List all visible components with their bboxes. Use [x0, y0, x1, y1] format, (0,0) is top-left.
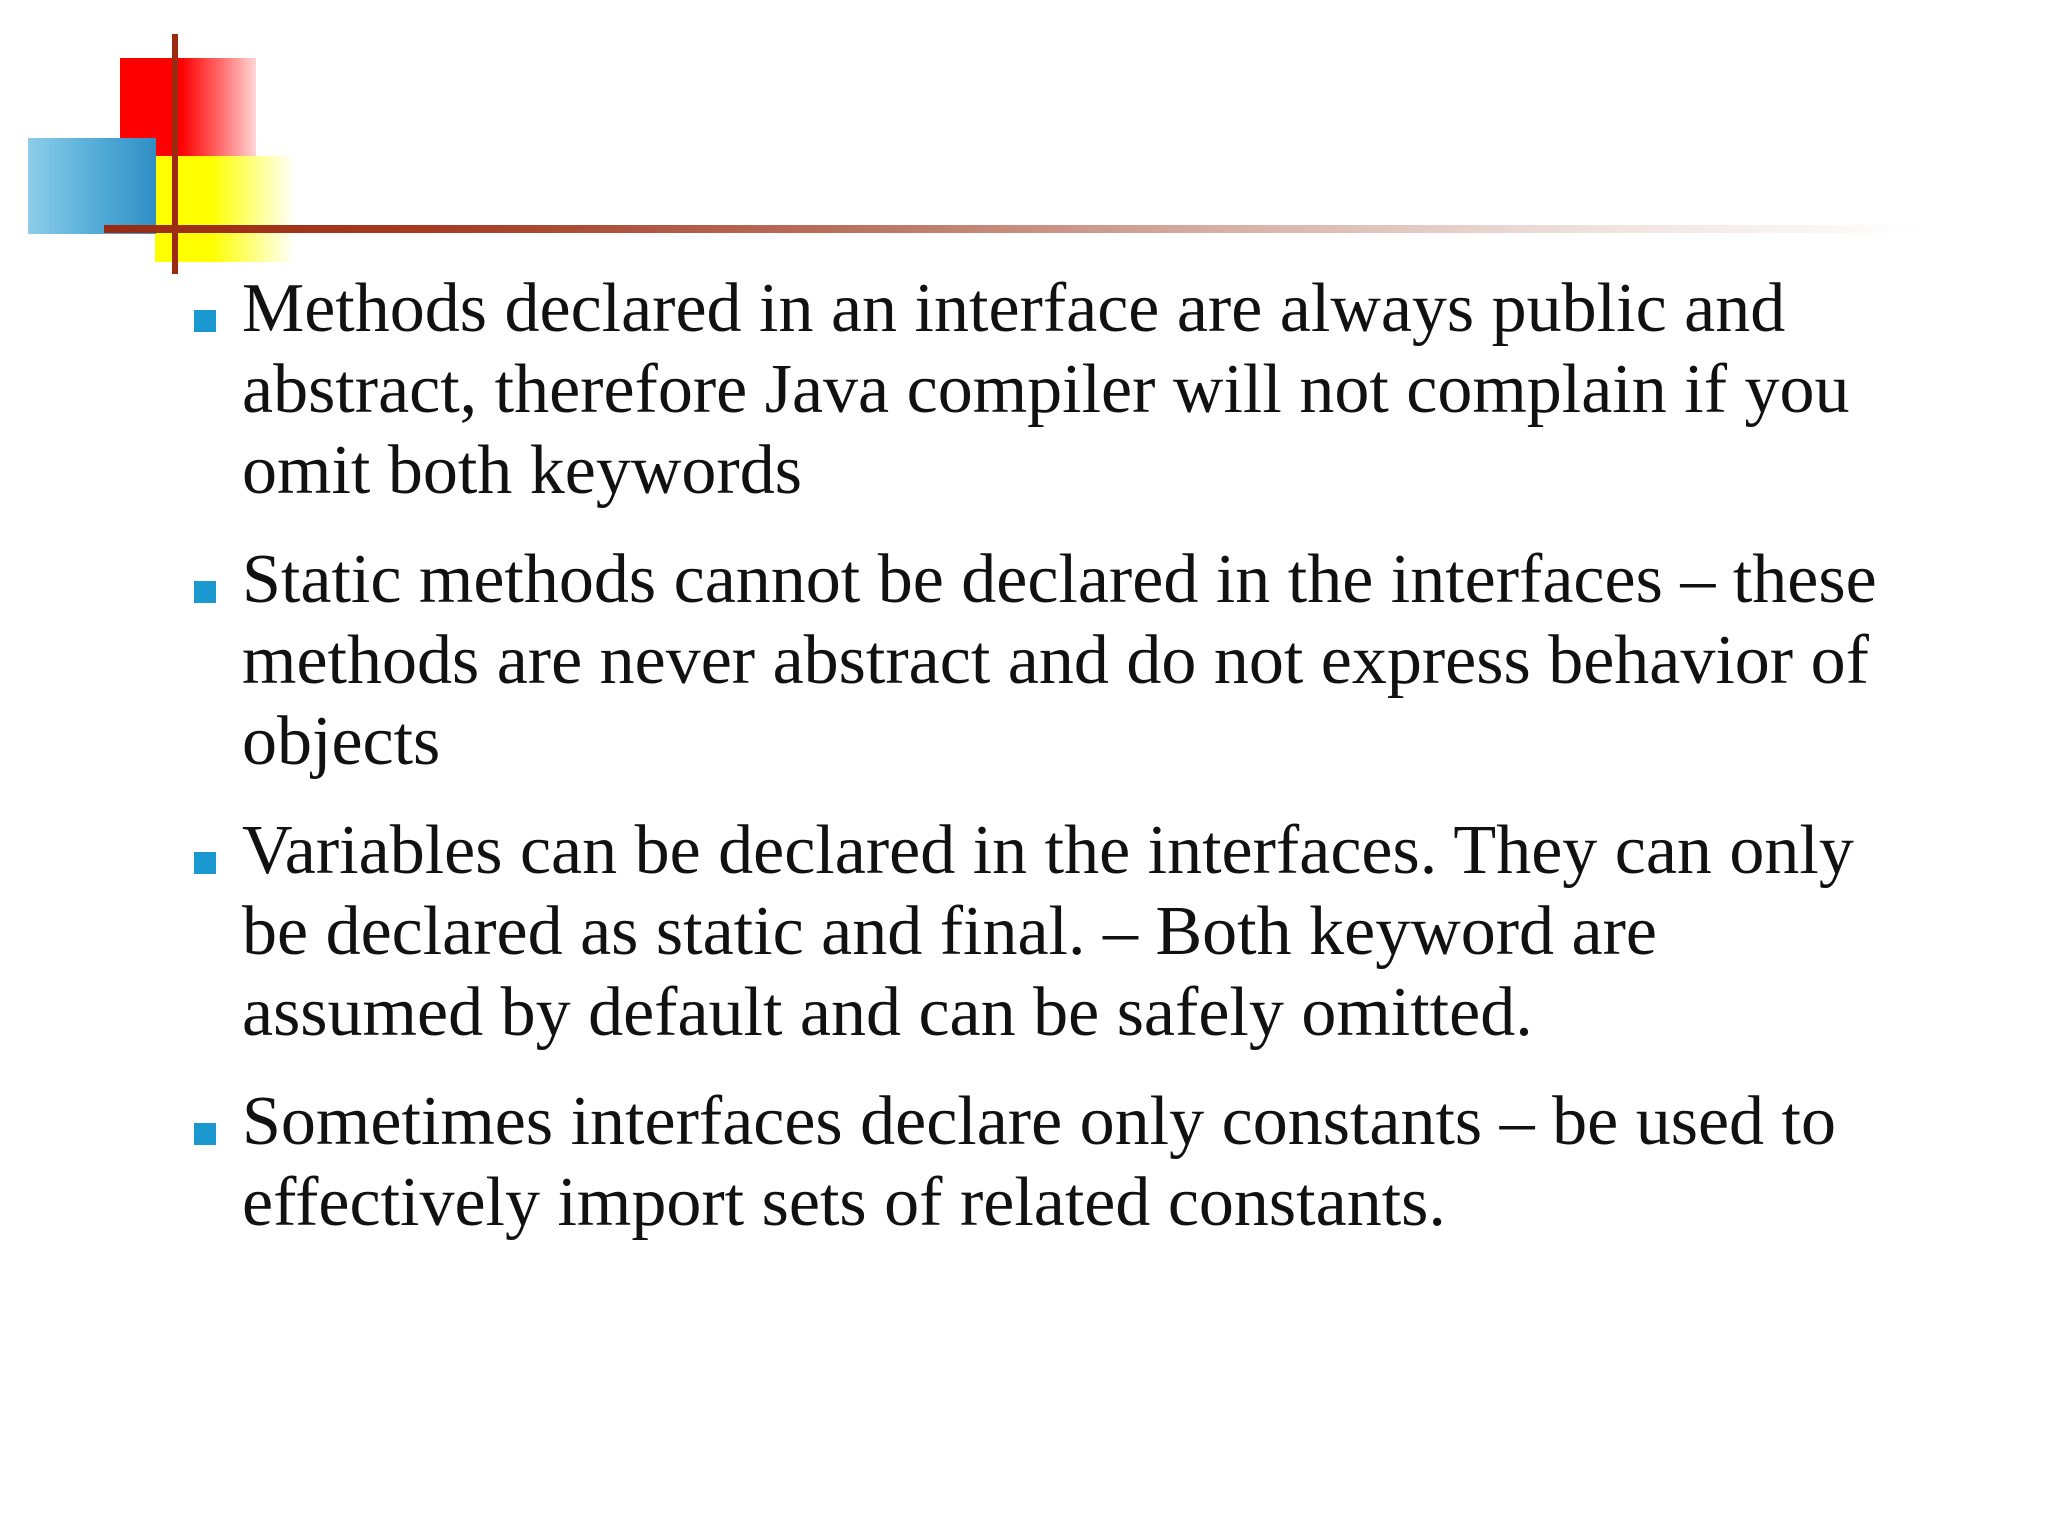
- title-divider-line: [104, 225, 1924, 233]
- bullet-text: Sometimes interfaces declare only constants – be used to effectively import sets of related constants.: [242, 1083, 1836, 1241]
- square-bullet-icon: [194, 1123, 216, 1145]
- bullet-text: Variables can be declared in the interfaces. They can only be declared as static and final. – Both keyword are assumed by default and can be safely omitted.: [242, 812, 1854, 1051]
- logo-vertical-line: [172, 34, 178, 274]
- bullet-item: [190, 268, 1910, 511]
- bullet-text: Static methods cannot be declared in the interfaces – these methods are never abstract and do not express behavior of objects: [242, 541, 1877, 780]
- bullet-list: [190, 268, 1910, 1271]
- square-bullet-icon: [194, 581, 216, 603]
- logo-blue-square: [28, 138, 156, 234]
- bullet-item: [190, 1081, 1910, 1243]
- square-bullet-icon: [194, 852, 216, 874]
- bullet-item: [190, 810, 1910, 1053]
- bullet-text: Methods declared in an interface are always public and abstract, therefore Java compiler will not complain if you omit both keywords: [242, 270, 1850, 509]
- square-bullet-icon: [194, 310, 216, 332]
- bullet-item: [190, 539, 1910, 782]
